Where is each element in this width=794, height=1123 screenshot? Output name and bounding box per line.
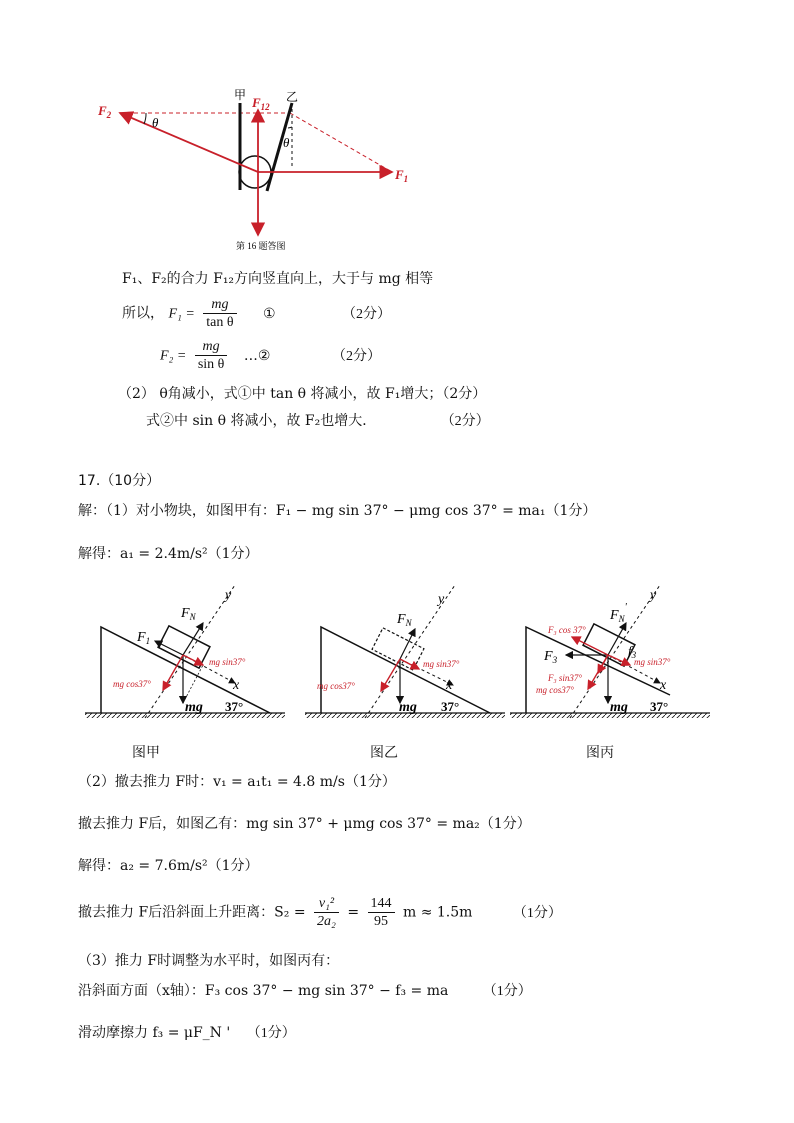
- svg-text:mg: mg: [185, 700, 203, 715]
- q16-part2-b-score: （2分）: [440, 414, 490, 429]
- q17-distance: 撤去推力 F后沿斜面上升距离：S₂ = $\frac{\text{v₁²}}{\text{2a₂}}$ = $\frac{144}{95}$ m ≈ 1.5m （1分）: [78, 896, 562, 929]
- q16-f2-mark: …②: [243, 347, 271, 364]
- svg-text:mg cos37°: mg cos37°: [317, 681, 355, 691]
- fig16-F2-label: F: [98, 103, 107, 118]
- fig-jia: [85, 585, 285, 718]
- q16-part2-b: 式②中 sin θ 将减小，故 F₂也增大． （2分）: [146, 413, 490, 429]
- dist-score: （1分）: [512, 905, 562, 921]
- svg-text:mg sin37°: mg sin37°: [634, 657, 671, 667]
- svg-text:mg: mg: [610, 700, 628, 715]
- xaxis-score: （1分）: [482, 984, 532, 999]
- dist-frac-1: $\frac{\text{v₁²}}{\text{2a₂}}$: [314, 895, 339, 930]
- svg-text:37°: 37°: [441, 699, 460, 714]
- svg-text:F1: $F_1$: [395, 167, 409, 184]
- fig16-diagram: [90, 85, 430, 260]
- q17-part3: （3）推力 F时调整为水平时，如图丙有：: [78, 953, 340, 969]
- q16-f1-mark: ①: [263, 305, 276, 322]
- svg-text:F1: $F_1$: [137, 630, 151, 646]
- svg-text:F₃ sin37°: F₃ sin37°: [548, 673, 582, 683]
- friction-score: （1分）: [246, 1026, 296, 1041]
- svg-text:f3: $f_3$: [628, 643, 637, 660]
- fig16-label-yi: 乙: [286, 90, 299, 104]
- q17-heading: 17.（10分）: [78, 473, 161, 489]
- q16-f2-fraction: $\frac{mg}{\text{sin θ}}$: [195, 338, 228, 373]
- caption-yi: 图乙: [370, 745, 398, 761]
- svg-text:37°: 37°: [650, 699, 669, 714]
- fig-yi: [305, 585, 505, 718]
- q16-f2-score: （2分）: [332, 349, 381, 364]
- fig-bing: [510, 585, 710, 718]
- svg-text:x: x: [233, 678, 240, 693]
- q16-formula-2: [160, 338, 381, 378]
- svg-text:FN: $F_N$: [397, 612, 412, 628]
- q16-f1-lhs: F₁ =: [168, 306, 195, 322]
- caption-jia: 图甲: [132, 745, 160, 761]
- svg-text:y: y: [650, 588, 657, 603]
- svg-text:mg sin37°: mg sin37°: [423, 659, 460, 669]
- svg-text:F₃ cos 37°: F₃ cos 37°: [548, 625, 586, 635]
- q17-sol1: 解：（1）对小物块，如图甲有：F₁ − mg sin 37° − μmg cos 37° = ma₁（1分）: [78, 503, 597, 519]
- svg-text:F2: $F_2$: [98, 103, 112, 120]
- svg-text:y: y: [438, 592, 445, 607]
- caption-bing: 图丙: [586, 745, 614, 761]
- q16-f1-score: （2分）: [342, 307, 391, 322]
- fig16-F12-label: F: [252, 95, 261, 110]
- q17-res2: 解得：a₂ = 7.6m/s²（1分）: [78, 858, 259, 874]
- q16-prefix: 所以，: [122, 305, 164, 322]
- svg-text:y: y: [225, 588, 232, 603]
- fig16-label-jia: 甲: [234, 88, 247, 102]
- q16-f1-fraction: $\frac{mg}{\text{tan θ}}$: [203, 296, 236, 331]
- svg-text:37°: 37°: [225, 699, 244, 714]
- fig16-F1-label: F: [395, 167, 404, 182]
- svg-text:FN: $F_N$: [181, 606, 196, 622]
- svg-text:mg sin37°: mg sin37°: [209, 657, 246, 667]
- svg-text:FN': $F_N'$: [610, 602, 627, 624]
- fig16-theta-left: θ: [152, 115, 159, 130]
- fig16-theta-right: θ: [283, 135, 290, 150]
- svg-text:mg: mg: [399, 700, 417, 715]
- svg-text:F3: $F_3$: [544, 649, 558, 665]
- q16-formula-1: [122, 296, 391, 336]
- q16-line1: F₁、F₂的合力 F₁₂方向竖直向上，大于与 mg 相等: [122, 271, 434, 287]
- q17-part2: （2）撤去推力 F时：v₁ = a₁t₁ = 4.8 m/s（1分）: [78, 774, 396, 790]
- q17-after: 撤去推力 F后，如图乙有：mg sin 37° + μmg cos 37° = ma₂（1分）: [78, 816, 531, 832]
- svg-text:mg cos37°: mg cos37°: [113, 679, 151, 689]
- q17-xaxis: 沿斜面方面（x轴）：F₃ cos 37° − mg sin 37° − f₃ = ma （1分）: [78, 983, 532, 999]
- svg-text:x: x: [660, 678, 667, 693]
- dist-frac-2: $\frac{144}{95}$: [368, 895, 395, 930]
- svg-text:x: x: [446, 678, 453, 693]
- q16-f2-lhs: F₂ =: [160, 348, 187, 364]
- svg-text:mg cos37°: mg cos37°: [536, 685, 574, 695]
- fig16-caption: 第 16 题答图: [236, 241, 286, 251]
- q17-friction: 滑动摩擦力 f₃ = μF_N ' （1分）: [78, 1025, 296, 1041]
- q17-figures: [85, 585, 715, 725]
- q17-res1: 解得：a₁ = 2.4m/s²（1分）: [78, 546, 259, 562]
- svg-text:F12: $F_{12}$: [252, 95, 270, 112]
- q16-part2-a: （2） θ角减小，式①中 tan θ 将减小，故 F₁增大；（2分）: [118, 386, 487, 402]
